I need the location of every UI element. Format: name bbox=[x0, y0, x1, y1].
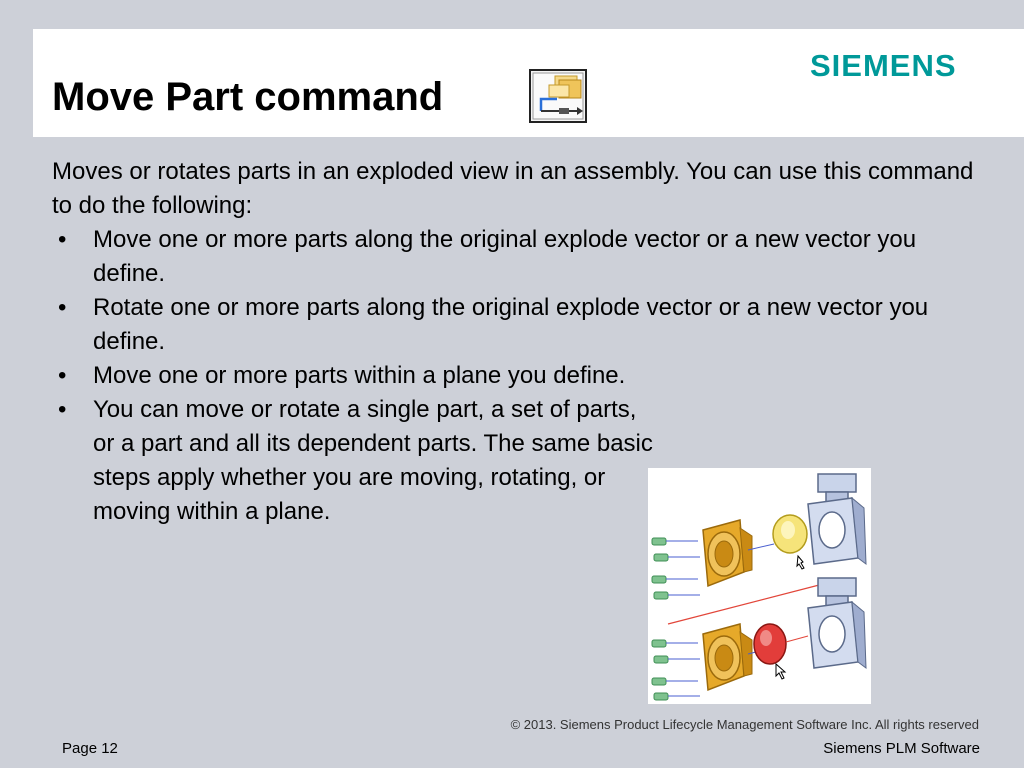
ball-icon bbox=[754, 624, 786, 664]
siemens-logo: SIEMENS bbox=[810, 48, 957, 83]
bullet-text: Move one or more parts within a plane you define. bbox=[93, 362, 626, 389]
intro-text: Moves or rotates parts in an exploded view in an assembly. You can use this command to do the following: bbox=[52, 158, 974, 219]
slide-title: Move Part command bbox=[52, 75, 444, 119]
bullet-symbol: • bbox=[58, 294, 67, 321]
bullet-text: Move one or more parts along the original explode vector or a new vector you define. bbox=[93, 226, 917, 287]
bullet-symbol: • bbox=[58, 362, 67, 389]
bullet-text: Rotate one or more parts along the original explode vector or a new vector you define. bbox=[93, 294, 929, 355]
list-item bbox=[52, 359, 982, 393]
bullet-symbol: • bbox=[58, 226, 67, 253]
list-item bbox=[52, 223, 982, 291]
page-number: Page 12 bbox=[62, 740, 118, 757]
bullet-symbol: • bbox=[58, 396, 67, 423]
exploded-valve-assembly-illustration bbox=[648, 468, 871, 704]
bullet-text: You can move or rotate a single part, a set of parts, or a part and all its dependent parts. The same basic steps apply whether you are moving, rotating, or moving within a plane. bbox=[93, 396, 653, 525]
copyright-notice: © 2013. Siemens Product Lifecycle Management Software Inc. All rights reserved bbox=[510, 717, 979, 732]
list-item bbox=[52, 393, 653, 529]
footer-brand: Siemens PLM Software bbox=[823, 740, 980, 757]
move-part-command-icon bbox=[529, 69, 587, 123]
ball-icon bbox=[773, 515, 807, 553]
list-item bbox=[52, 291, 982, 359]
